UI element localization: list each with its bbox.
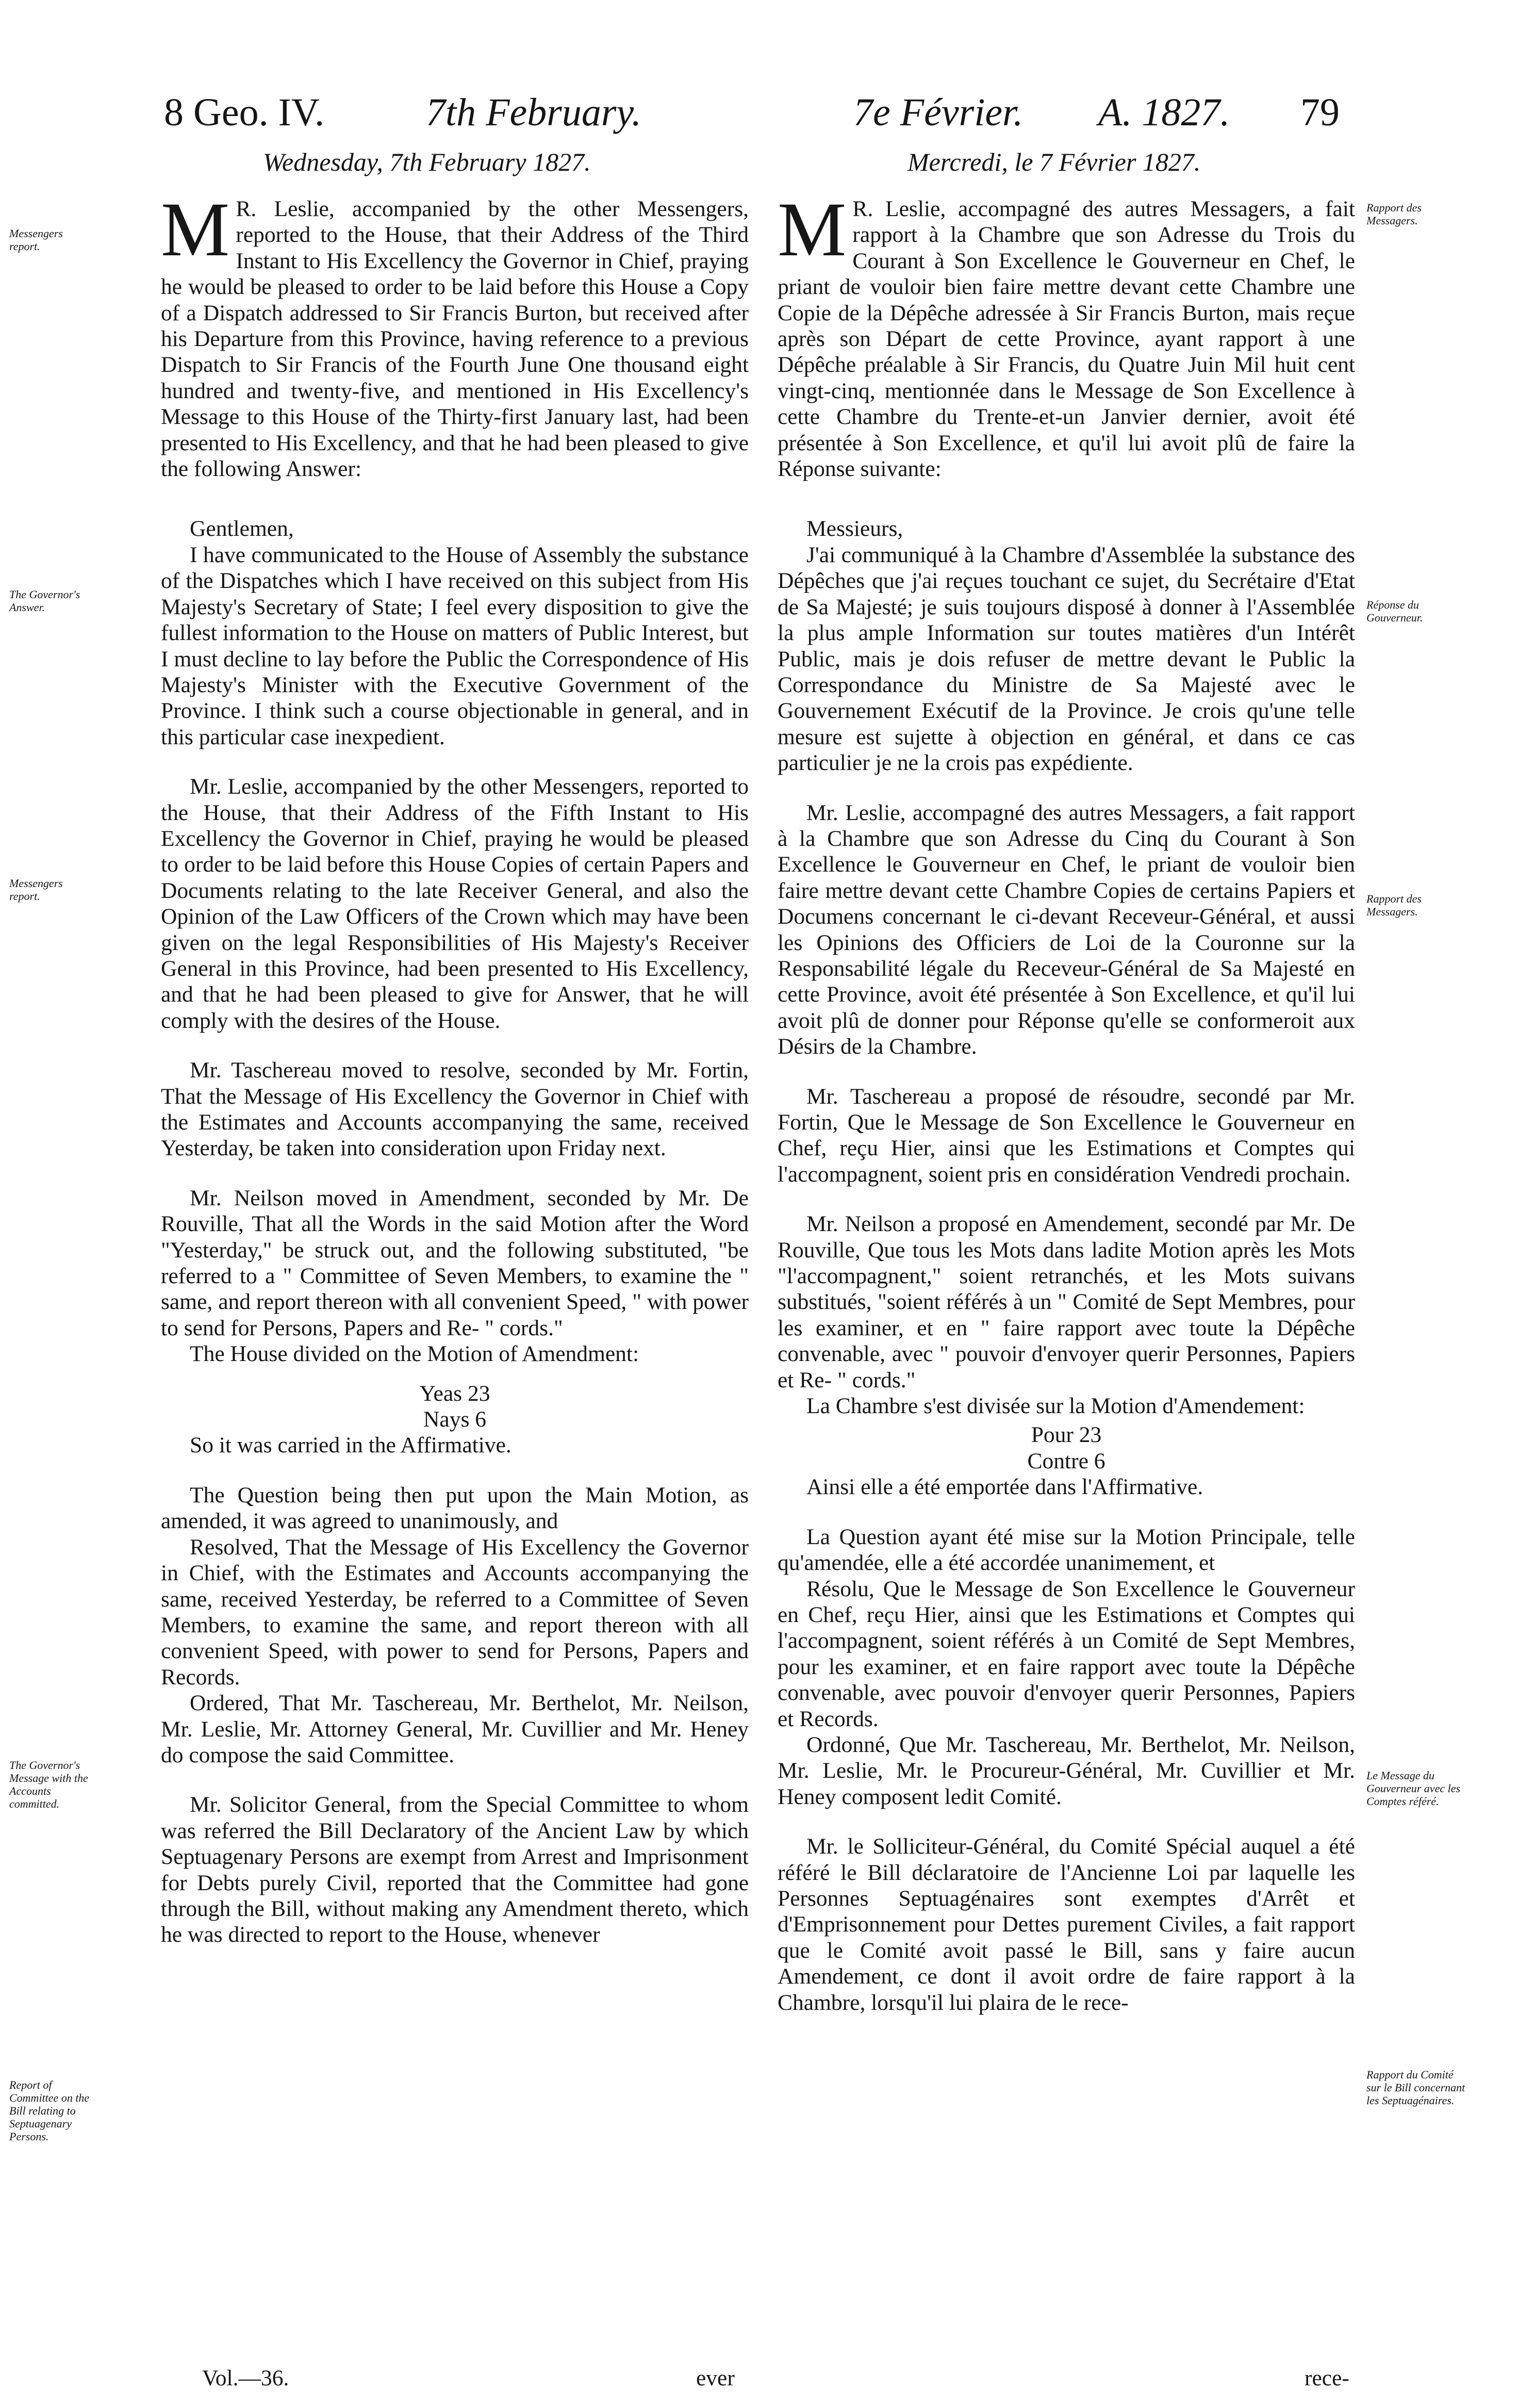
- page-number: 79: [1300, 91, 1340, 134]
- en-paragraph-7: The Question being then put upon the Main Motion, as amended, it was agreed to unanimously, and: [161, 1482, 749, 1534]
- en-governor-answer: I have communicated to the House of Assembly the substance of the Dispatches which I have received on this subject from His Majesty's Secretary of State; I feel every disposition to give the fullest information to the House on matters of Public Interest, but I must decline to lay before the Public the Correspondence of His Majesty's Minister with the Executive Government of the Province. I think such a course objectionable in general, and in this particular case inexpedient.: [161, 542, 749, 749]
- en-paragraph-5: Mr. Neilson moved in Amendment, seconded by Mr. De Rouville, That all the Words in the said Motion after the Word "Yesterday," be struck out, and the following substituted, "be referred to a " Committee of Seven Members, to examine the " same, and report thereon with all convenient Speed, " with power to send for Persons, Papers and Re- " cords.": [161, 1185, 749, 1340]
- margin-note-fr-5: Rapport du Comité sur le Bill concernant les Septuagénaires.: [1366, 2068, 1465, 2107]
- english-column: [161, 187, 749, 1948]
- en-paragraph-10: Mr. Solicitor General, from the Special Committee to whom was referred the Bill Declaratory of the Ancient Law by which Septuagenary Persons are exempt from Arrest and Imprisonment for Debts purely Civil, reported that the Committee had gone through the Bill, without making any Amendment thereto, which he was directed to report to the House, whenever: [161, 1792, 749, 1947]
- fr-resolved: Résolu, Que le Message de Son Excellence le Gouverneur en Chef, reçu Hier, ainsi que les Estimations et Comptes qui l'accompagnent, soient référés à un Comité de Sept Membres, pour les examiner, et en faire rapport avec toute la Dépêche convenable, avec pouvoir d'envoyer querir Personnes, Papiers et Records.: [778, 1576, 1355, 1731]
- margin-note-en-4: The Governor's Message with the Accounts committed.: [9, 1759, 88, 1810]
- fr-carried: Ainsi elle a été emportée dans l'Affirmative.: [806, 1475, 1203, 1500]
- day-heading-en: Wednesday, 7th February 1827.: [263, 148, 591, 176]
- en-yeas: Yeas 23: [419, 1381, 490, 1406]
- fr-paragraph-3: Mr. Leslie, accompagné des autres Messagers, a fait rapport à la Chambre que son Adresse du Cinq du Courant à Son Excellence le Gouverneur en Chef, le priant de vouloir bien faire mettre devant cette Chambre Copies de certains Papiers et Documens concernant le ci-devant Receveur-Général, et aussi les Opinions des Officiers de Loi de la Couronne sur la Responsabilité légale du Receveur-Général de Sa Majesté en cette Province, avoit été présentée à Son Excellence, et qu'il lui avoit plû de donner pour Réponse qu'elle se conformeroit aux Désirs de la Chambre.: [778, 800, 1355, 1059]
- header-date-fr: 7e Février.: [853, 91, 1024, 134]
- fr-ordered: Ordonné, Que Mr. Taschereau, Mr. Berthelot, Mr. Neilson, Mr. Leslie, Mr. le Procureur-Général, Mr. Cuvillier et Mr. Heney composent ledit Comité.: [778, 1732, 1355, 1809]
- fr-salutation: Messieurs,: [806, 516, 903, 542]
- catchword-left: ever: [696, 2366, 735, 2390]
- en-paragraph-3: Mr. Leslie, accompanied by the other Messengers, reported to the House, that their Address of the Fifth Instant to His Excellency the Governor in Chief, praying he would be pleased to order to be laid before this House Copies of certain Papers and Documents relating to the late Receiver General, and also the Opinion of the Law Officers of the Crown which may have been given on the legal Responsibilities of His Majesty's Receiver General in this Province, had been presented to His Excellency, and that he had been pleased to give for Answer, that he will comply with the desires of the House.: [161, 774, 749, 1033]
- margin-note-en-3: Messengers report.: [9, 877, 63, 903]
- en-drop-cap: M: [161, 187, 230, 272]
- fr-drop-cap: M: [778, 187, 847, 272]
- en-nays: Nays 6: [423, 1407, 487, 1432]
- margin-note-en-1: Messengers report.: [9, 227, 63, 253]
- fr-yeas: Pour 23: [1031, 1422, 1102, 1448]
- en-carried: So it was carried in the Affirmative.: [190, 1433, 512, 1458]
- margin-note-fr-1: Rapport des Messagers.: [1366, 201, 1422, 227]
- fr-paragraph-1: [778, 187, 1355, 482]
- margin-note-fr-4: Le Message du Gouverneur avec les Comptes référé.: [1366, 1769, 1461, 1808]
- en-ordered: Ordered, That Mr. Taschereau, Mr. Berthelot, Mr. Neilson, Mr. Leslie, Mr. Attorney General, Mr. Cuvillier and Mr. Heney do compose the said Committee.: [161, 1691, 749, 1767]
- en-paragraph-4: Mr. Taschereau moved to resolve, seconded by Mr. Fortin, That the Message of His Excellency the Governor in Chief with the Estimates and Accounts accompanying the same, received Yesterday, be taken into consideration upon Friday next.: [161, 1058, 749, 1161]
- fr-paragraph-1-text: R. Leslie, accompagné des autres Messagers, a fait rapport à la Chambre que son Adresse du Trois du Courant à Son Excellence le Gouverneur en Chef, le priant de vouloir bien faire mettre devant cette Chambre une Copie de la Dépêche adressée à Sir Francis Burton, mais reçue après son Départ de cette Province, ayant rapport à une Dépêche préalable à Sir Francis, du Quatre Juin Mil huit cent vingt-cinq, mentionnée dans le Message de Son Excellence à cette Chambre du Trente-et-un Janvier dernier, avoit été présentée à Son Excellence, et qu'il lui avoit plû de faire la Réponse suivante:: [778, 196, 1355, 482]
- volume-signature: Vol.—36.: [202, 2366, 289, 2390]
- margin-note-en-5: Report of Committee on the Bill relating to Septuagenary Persons.: [9, 2078, 90, 2143]
- fr-paragraph-10: Mr. le Solliciteur-Général, du Comité Spécial auquel a été référé le Bill déclaratoire de l'Ancienne Loi par laquelle les Personnes Septuagénaires sont exemptes d'Arrêt et d'Emprisonnement pour Dettes purement Civiles, a fait rapport que le Comité avoit passé le Bill, sans y faire aucun Amendement, ce dont il avoit ordre de faire rapport à la Chambre, lorsqu'il lui plaira de le rece-: [778, 1834, 1355, 2015]
- header-reign: 8 Geo. IV.: [164, 91, 325, 134]
- header-year: A. 1827.: [1098, 91, 1230, 134]
- margin-note-en-2: The Governor's Answer.: [9, 588, 80, 614]
- fr-paragraph-6: La Chambre s'est divisée sur la Motion d'Amendement:: [806, 1394, 1305, 1419]
- french-column: [778, 187, 1355, 2016]
- fr-paragraph-7: La Question ayant été mise sur la Motion Principale, telle qu'amendée, elle a été accordée unanimement, et: [778, 1524, 1355, 1576]
- en-paragraph-6: The House divided on the Motion of Amendment:: [190, 1341, 639, 1367]
- margin-note-fr-2: Réponse du Gouverneur.: [1366, 598, 1423, 624]
- catchword-right: rece-: [1305, 2366, 1349, 2390]
- day-heading-fr: Mercredi, le 7 Février 1827.: [908, 148, 1201, 176]
- fr-nays: Contre 6: [1027, 1448, 1106, 1473]
- margin-note-fr-3: Rapport des Messagers.: [1366, 892, 1422, 918]
- fr-paragraph-5: Mr. Neilson a proposé en Amendement, secondé par Mr. De Rouville, Que tous les Mots dans ladite Motion après les Mots "l'accompagnent," soient retranchés, et les Mots suivans substitués, "soient référés à un " Comité de Sept Membres, pour les examiner, et en " faire rapport avec toute la Dépêche convenable, avec " pouvoir d'envoyer querir Personnes, Papiers et Re- " cords.": [778, 1211, 1355, 1393]
- fr-paragraph-4: Mr. Taschereau a proposé de résoudre, secondé par Mr. Fortin, Que le Message de Son Excellence le Gouverneur en Chef, reçu Hier, ainsi que les Estimations et Comptes qui l'accompagnent, soient pris en considération Vendredi prochain.: [778, 1084, 1355, 1187]
- header-date-en: 7th February.: [426, 91, 641, 134]
- en-paragraph-1-text: R. Leslie, accompanied by the other Messengers, reported to the House, that their Address of the Third Instant to His Excellency the Governor in Chief, praying he would be pleased to order to be laid before this House a Copy of a Dispatch addressed to Sir Francis Burton, but received after his Departure from this Province, having reference to a previous Dispatch to Sir Francis of the Fourth June One thousand eight hundred and twenty-five, and mentioned in His Excellency's Message to this House of the Thirty-first January last, had been presented to His Excellency, and that he had been pleased to give the following Answer:: [161, 196, 749, 482]
- en-salutation: Gentlemen,: [190, 516, 294, 542]
- fr-governor-answer: J'ai communiqué à la Chambre d'Assemblée la substance des Dépêches que j'ai reçues touchant ce sujet, du Secrétaire d'Etat de Sa Majesté; je suis toujours disposé à donner à l'Assemblée la plus ample Information sur toutes matières d'un Intérêt Public, mais je dois refuser de mettre devant le Public la Correspondance du Ministre de Sa Majesté avec le Gouvernement Exécutif de la Province. Je crois qu'une telle mesure est sujette à objection en général, et dans ce cas particulier je ne la crois pas expédiente.: [778, 542, 1355, 776]
- en-resolved: Resolved, That the Message of His Excellency the Governor in Chief, with the Estimates and Accounts accompanying the same, received Yesterday, be referred to a Committee of Seven Members, to examine the same, and report thereon with all convenient Speed, with power to send for Persons, Papers and Records.: [161, 1534, 749, 1690]
- en-paragraph-1: [161, 187, 749, 482]
